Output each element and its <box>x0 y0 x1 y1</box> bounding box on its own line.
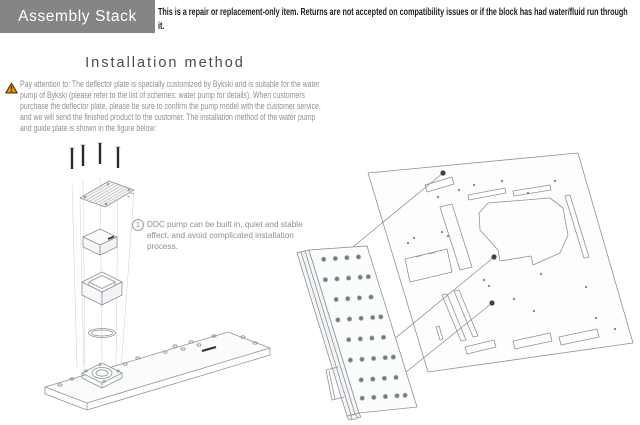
mounting-screws <box>70 143 121 169</box>
case-panel <box>368 153 633 372</box>
pump-cover-plate <box>80 181 134 207</box>
attention-text: Pay attention to: The deflector plate is specially customized by Bykski and is suitable for the water pump of Bykski (please refer to the list of schemes: water pump for details). When customers purchase the deflector plate, please be sure to confirm the pump model with the customer service, and we will send the finished product to the customer. The installation method of the water pump and guide plate is shown in the figure below: <box>20 79 321 133</box>
pump-housing-block <box>82 272 122 305</box>
circled-number: 1 <box>132 219 144 231</box>
section-header <box>0 0 155 33</box>
deflector-plate <box>45 332 270 410</box>
warning-triangle-icon <box>5 81 18 93</box>
section-header-title: Assembly Stack <box>18 7 137 25</box>
return-policy-note: This is a repair or replacement-only item. Returns are not accepted on compatibility issues or if the block has had water/fluid run through it. <box>158 7 628 32</box>
o-ring <box>89 329 116 338</box>
pump-top-block <box>83 229 117 255</box>
pump-exploded-view-figure <box>15 140 295 425</box>
installation-method-title: Installation method <box>85 55 245 71</box>
panel-mounting-view-figure <box>288 140 640 425</box>
pump-benefit-text: DDC pump can be built in, quiet and stable effect, and avoid complicated installation process. <box>147 220 303 251</box>
